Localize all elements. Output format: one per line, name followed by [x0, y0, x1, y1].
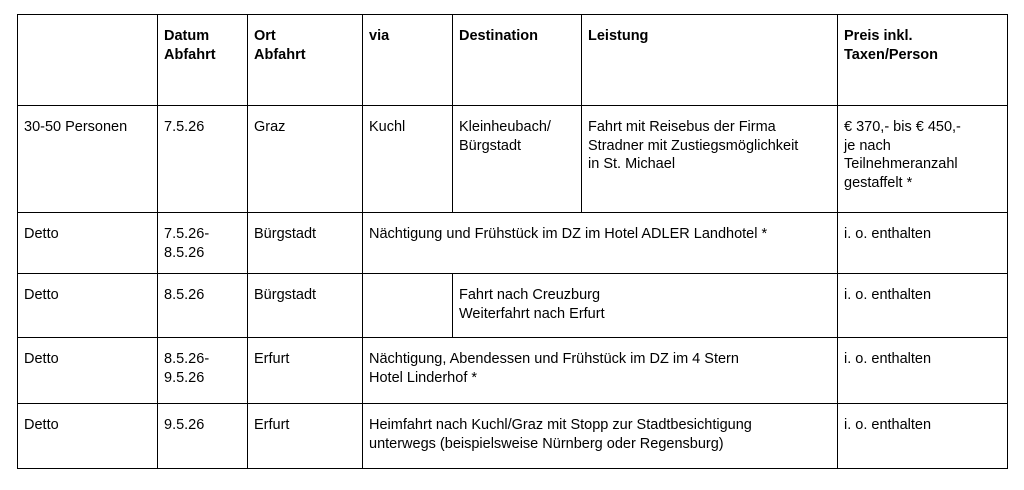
cell-group: Detto	[18, 338, 158, 404]
header-group	[18, 15, 158, 106]
cell-group: Detto	[18, 213, 158, 274]
cell-group: Detto	[18, 274, 158, 338]
cell-price: i. o. enthalten	[838, 404, 1008, 469]
cell-service: Fahrt nach Creuzburg Weiterfahrt nach Erfurt	[453, 274, 838, 338]
cell-date: 8.5.26	[158, 274, 248, 338]
header-service: Leistung	[582, 15, 838, 106]
cell-origin: Erfurt	[248, 404, 363, 469]
cell-date: 7.5.26	[158, 106, 248, 213]
header-departure-date: Datum Abfahrt	[158, 15, 248, 106]
cell-group: Detto	[18, 404, 158, 469]
header-destination: Destination	[453, 15, 582, 106]
cell-origin: Graz	[248, 106, 363, 213]
table-row	[18, 106, 1008, 213]
cell-origin: Bürgstadt	[248, 274, 363, 338]
cell-price: i. o. enthalten	[838, 338, 1008, 404]
cell-group: 30-50 Personen	[18, 106, 158, 213]
cell-date: 8.5.26- 9.5.26	[158, 338, 248, 404]
cell-via	[363, 274, 453, 338]
table-row	[18, 404, 1008, 469]
cell-service: Heimfahrt nach Kuchl/Graz mit Stopp zur Stadtbesichtigung unterwegs (beispielsweise Nürnberg oder Regensburg)	[363, 404, 838, 469]
cell-service: Nächtigung, Abendessen und Frühstück im DZ im 4 Stern Hotel Linderhof *	[363, 338, 838, 404]
cell-price: i. o. enthalten	[838, 213, 1008, 274]
table-row	[18, 338, 1008, 404]
cell-date: 7.5.26- 8.5.26	[158, 213, 248, 274]
cell-destination: Kleinheubach/ Bürgstadt	[453, 106, 582, 213]
table-row	[18, 274, 1008, 338]
table-header-row	[18, 15, 1008, 106]
cell-origin: Erfurt	[248, 338, 363, 404]
table-row	[18, 213, 1008, 274]
cell-price: i. o. enthalten	[838, 274, 1008, 338]
cell-via: Kuchl	[363, 106, 453, 213]
travel-schedule-table	[17, 14, 1008, 469]
cell-origin: Bürgstadt	[248, 213, 363, 274]
header-departure-place: Ort Abfahrt	[248, 15, 363, 106]
cell-price: € 370,- bis € 450,- je nach Teilnehmeranzahl gestaffelt *	[838, 106, 1008, 213]
cell-service: Nächtigung und Frühstück im DZ im Hotel ADLER Landhotel *	[363, 213, 838, 274]
header-via: via	[363, 15, 453, 106]
cell-date: 9.5.26	[158, 404, 248, 469]
header-price: Preis inkl. Taxen/Person	[838, 15, 1008, 106]
cell-service: Fahrt mit Reisebus der Firma Stradner mit Zustiegsmöglichkeit in St. Michael	[582, 106, 838, 213]
